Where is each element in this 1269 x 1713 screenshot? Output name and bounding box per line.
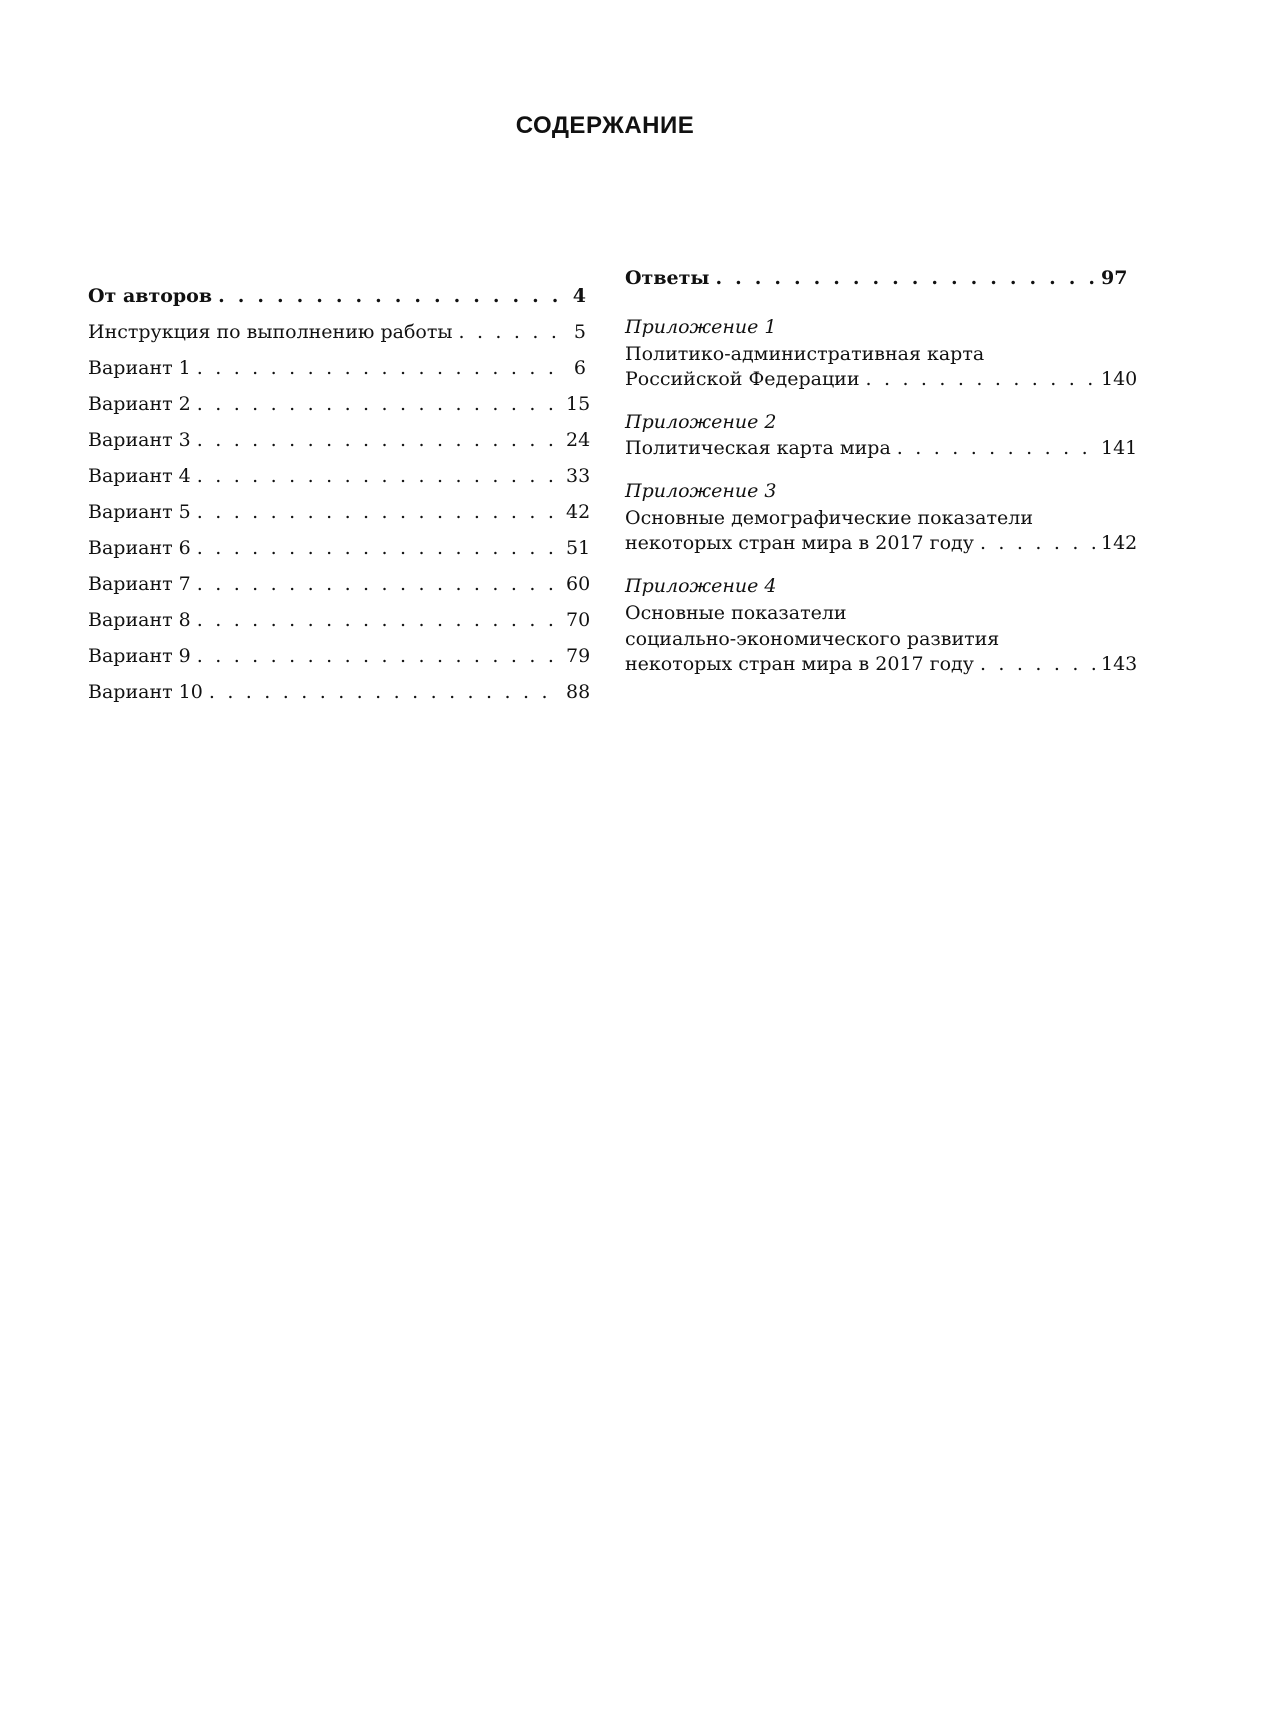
toc-entry-variant-2[interactable] <box>88 382 591 418</box>
toc-entry-page: 79 <box>566 645 591 667</box>
toc-entry-label: Ответы <box>625 267 710 289</box>
toc-entry-variant-8[interactable] <box>88 598 591 634</box>
toc-right-column <box>625 264 1138 678</box>
appendix-line: социально-экономического развития <box>625 628 1000 650</box>
toc-entry-label: Вариант 6 <box>88 537 191 559</box>
dot-leader <box>218 283 560 310</box>
dot-leader <box>197 571 560 598</box>
dot-leader <box>209 679 560 706</box>
toc-entry-variant-1[interactable] <box>88 346 586 382</box>
toc-entry-label: Вариант 8 <box>88 609 191 631</box>
toc-entry-page: 4 <box>572 285 586 307</box>
toc-appendix-3[interactable] <box>625 478 1138 557</box>
appendix-last-line <box>625 436 1138 462</box>
dot-leader <box>197 643 560 670</box>
dot-leader <box>458 319 560 346</box>
toc-entry-label: Политическая карта мира <box>625 437 891 459</box>
toc-entry-label: некоторых стран мира в 2017 году <box>625 532 974 554</box>
toc-entry-page: 51 <box>566 537 591 559</box>
toc-entry-page: 5 <box>573 321 586 343</box>
toc-entry-label: Вариант 3 <box>88 429 191 451</box>
dot-leader <box>715 265 1095 292</box>
toc-entry-page: 6 <box>573 357 586 379</box>
appendix-line: Политико-административная карта <box>625 343 985 365</box>
toc-entry-page: 15 <box>566 393 591 415</box>
toc-entry-label: От авторов <box>88 285 213 307</box>
dot-leader <box>197 391 560 418</box>
toc-entry-page: 70 <box>566 609 591 631</box>
toc-entry-page: 143 <box>1101 653 1138 675</box>
toc-entry-page: 88 <box>566 681 591 703</box>
toc-entry-variant-10[interactable] <box>88 670 591 706</box>
toc-entry-page: 142 <box>1101 532 1138 554</box>
appendix-last-line <box>625 367 1138 393</box>
appendix-title: Приложение 3 <box>625 480 777 502</box>
dot-leader <box>866 366 1096 393</box>
toc-appendix-4[interactable] <box>625 573 1138 678</box>
toc-entry-variant-5[interactable] <box>88 490 591 526</box>
toc-entry-page: 42 <box>566 501 591 523</box>
toc-entry-page: 60 <box>566 573 591 595</box>
toc-entry-variant-3[interactable] <box>88 418 591 454</box>
toc-appendix-2[interactable] <box>625 409 1138 462</box>
toc-entry-label: Вариант 1 <box>88 357 191 379</box>
toc-entry-page: 140 <box>1101 368 1138 390</box>
toc-entry-page: 141 <box>1101 437 1138 459</box>
dot-leader <box>197 607 560 634</box>
appendix-last-line <box>625 531 1138 557</box>
page-title: СОДЕРЖАНИЕ <box>515 112 695 139</box>
toc-entry-variant-7[interactable] <box>88 562 591 598</box>
appendix-title: Приложение 1 <box>625 316 777 338</box>
toc-appendix-1[interactable] <box>625 314 1138 393</box>
dot-leader <box>197 499 560 526</box>
toc-entry-label: Вариант 5 <box>88 501 191 523</box>
toc-entry-label: Вариант 9 <box>88 645 191 667</box>
dot-leader <box>197 427 560 454</box>
toc-entry-page: 33 <box>566 465 591 487</box>
appendix-line: Основные показатели <box>625 602 847 624</box>
dot-leader <box>197 355 560 382</box>
toc-entry-label: Российской Федерации <box>625 368 860 390</box>
appendix-line: Основные демографические показатели <box>625 507 1033 529</box>
toc-entry-page: 97 <box>1101 267 1128 289</box>
toc-entry-label: Вариант 7 <box>88 573 191 595</box>
toc-entry-variant-9[interactable] <box>88 634 591 670</box>
toc-entry-from-authors[interactable] <box>88 264 586 310</box>
toc-entry-answers[interactable] <box>625 264 1128 292</box>
toc-entry-label: Вариант 10 <box>88 681 203 703</box>
appendix-last-line <box>625 652 1138 678</box>
toc-entry-instructions[interactable] <box>88 310 586 346</box>
toc-left-column <box>88 264 591 706</box>
toc-entry-variant-4[interactable] <box>88 454 591 490</box>
toc-entry-label: Инструкция по выполнению работы <box>88 321 453 343</box>
dot-leader <box>197 463 560 490</box>
dot-leader <box>197 535 560 562</box>
toc-entry-page: 24 <box>566 429 591 451</box>
dot-leader <box>980 530 1095 557</box>
dot-leader <box>980 651 1095 678</box>
toc-entry-variant-6[interactable] <box>88 526 591 562</box>
toc-entry-label: Вариант 2 <box>88 393 191 415</box>
toc-entry-label: некоторых стран мира в 2017 году <box>625 653 974 675</box>
toc-entry-label: Вариант 4 <box>88 465 191 487</box>
appendix-title: Приложение 4 <box>625 575 777 597</box>
dot-leader <box>897 435 1095 462</box>
appendix-title: Приложение 2 <box>625 411 777 433</box>
